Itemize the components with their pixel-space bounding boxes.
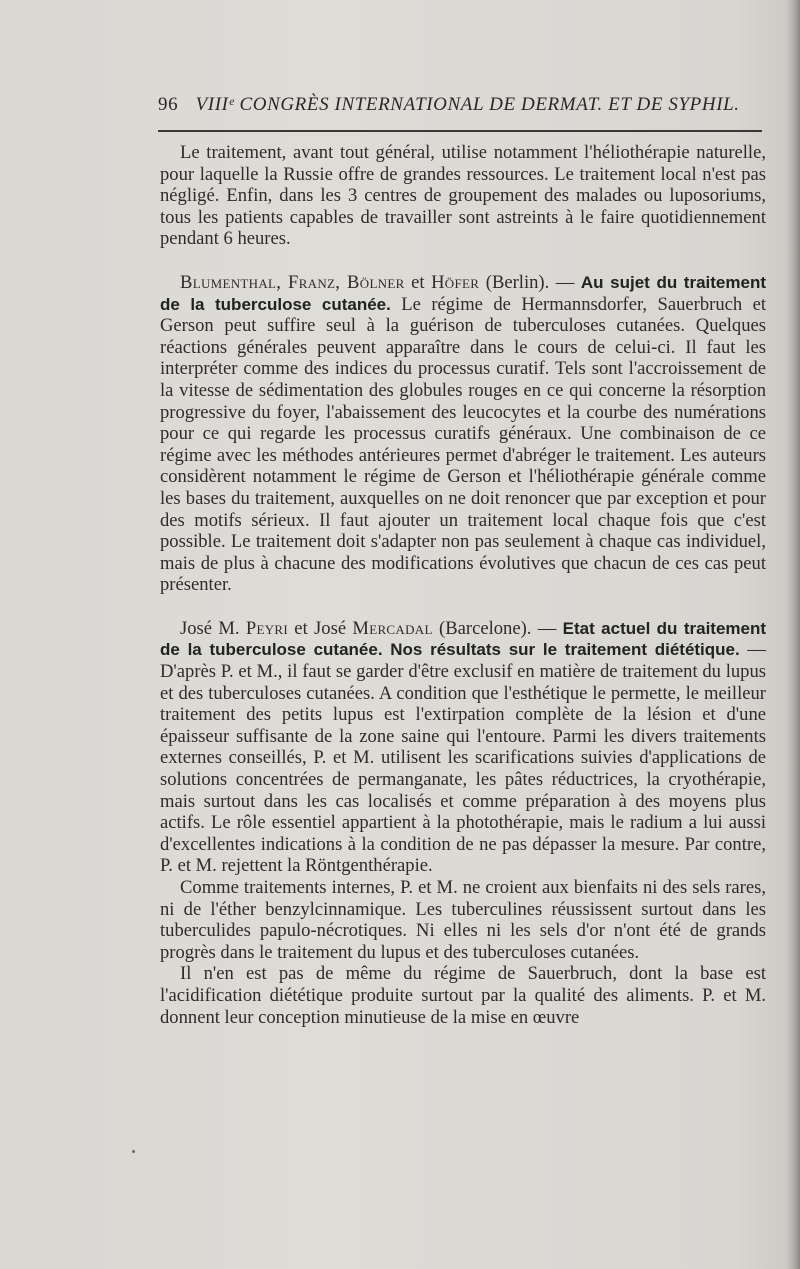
abstract-peyri bbox=[160, 618, 766, 877]
body-text bbox=[160, 142, 766, 1028]
running-header bbox=[158, 94, 762, 124]
section-gap bbox=[160, 596, 766, 618]
abstract1-title: Au sujet du traitement de la tuberculose cutanée. bbox=[160, 272, 766, 314]
abstract2-paragraph-2: Comme traitements internes, P. et M. ne croient aux bienfaits ni des sels rares, ni de l'éther benzylcinnamique. Les tuberculines réussissent surtout dans les tuberculides papulo-nécrotiques. Ni elles ni les sels d'or n'ont été de grands progrès dans le traitement du lupus et des tuberculoses cutanées. bbox=[160, 877, 766, 963]
page-edge-shadow bbox=[786, 0, 800, 1269]
page-number: 96 bbox=[158, 94, 179, 115]
abstract2-paragraph-3: Il n'en est pas de même du régime de Sauerbruch, dont la base est l'acidification diététique produite surtout par la qualité des aliments. P. et M. donnent leur conception minutieuse de la mise en œuvre bbox=[160, 963, 766, 1028]
abstract2-author1-last: Peyri bbox=[245, 617, 288, 639]
abstract1-last-author: Höfer bbox=[431, 271, 480, 293]
header-rule bbox=[158, 130, 762, 132]
abstract2-body: — D'après P. et M., il faut se garder d'être exclusif en matière de traitement du lupus et des tuberculoses cutanées. A condition que l'esthétique le permette, le meilleur traitement des petits lupus est l'extirpation complète de la lésion et d'une épaisseur suffisante de la zone saine qui l'entoure. Parmi les divers traitements externes conseillés, P. et M. utilisent les scarifications suivies d'applications de solutions concentrées de permanganate, les pâtes réductrices, la cryothérapie, mais surtout dans les cas localisés et comme préparation à des moyens plus actifs. Le rôle essentiel appartient à la photothérapie, mais le radium a lui aussi d'excellentes indications à la condition de ne pas dépasser la mesure. Par contre, P. et M. rejettent la Röntgenthérapie. bbox=[160, 639, 766, 877]
abstract2-title: Etat actuel du traitement de la tuberculose cutanée. Nos résultats sur le traitement diététique. bbox=[160, 618, 767, 660]
paper-speck bbox=[132, 1150, 135, 1153]
abstract1-dash: — bbox=[549, 271, 581, 293]
abstract1-authors: Blumenthal, Franz, Bölner bbox=[180, 271, 405, 293]
abstract2-author1-first: José M. bbox=[180, 617, 246, 639]
abstract2-author2-last: Mercadal bbox=[352, 617, 433, 639]
section-gap bbox=[160, 250, 766, 272]
running-title: VIIIᵉ CONGRÈS INTERNATIONAL DE DERMAT. ET DE SYPHIL. bbox=[195, 94, 740, 115]
abstract1-connector: et bbox=[404, 271, 432, 293]
abstract2-connector: et bbox=[288, 617, 315, 639]
abstract2-place: (Barcelone). bbox=[432, 617, 532, 639]
abstract2-author2-first: José bbox=[314, 617, 353, 639]
abstract1-place: (Berlin). bbox=[479, 271, 550, 293]
abstract1-body: Le régime de Hermannsdorfer, Sauerbruch et Gerson peut suffire seul à la guérison de tuberculoses cutanées. Quelques réactions générales peuvent apparaître dans le cours de celui-ci. Il faut les interpréter comme des indices du processus curatif. Tels sont l'accroissement de la vitesse de sédimentation des globules rouges en ce qui concerne la résorption progressive du foyer, l'abaissement des leucocytes et la courbe des numérations pour ce qui regarde les processus curatifs généraux. Une combinaison de ce régime avec les méthodes antérieures permet d'abréger le traitement. Les auteurs considèrent notamment le régime de Gerson et l'héliothérapie générale comme les bases du traitement, auxquelles on ne doit renoncer que par exception et pour des motifs sérieux. Il faut ajouter un traitement local chaque fois que c'est possible. Le traitement doit s'adapter non pas seulement à chaque cas individuel, mais de plus à chacune des modifications évolutives que chacun de ces cas peut présenter. bbox=[160, 293, 767, 596]
intro-paragraph: Le traitement, avant tout général, utilise notamment l'héliothérapie naturelle, pour laquelle la Russie offre de grandes ressources. Le traitement local n'est pas négligé. Enfin, dans les 3 centres de groupement des malades ou luposoriums, tous les patients capables de travailler sont astreints à le faire quotidiennement pendant 6 heures. bbox=[160, 142, 766, 250]
abstract2-dash: — bbox=[531, 617, 563, 639]
abstract-blumenthal bbox=[160, 272, 766, 596]
